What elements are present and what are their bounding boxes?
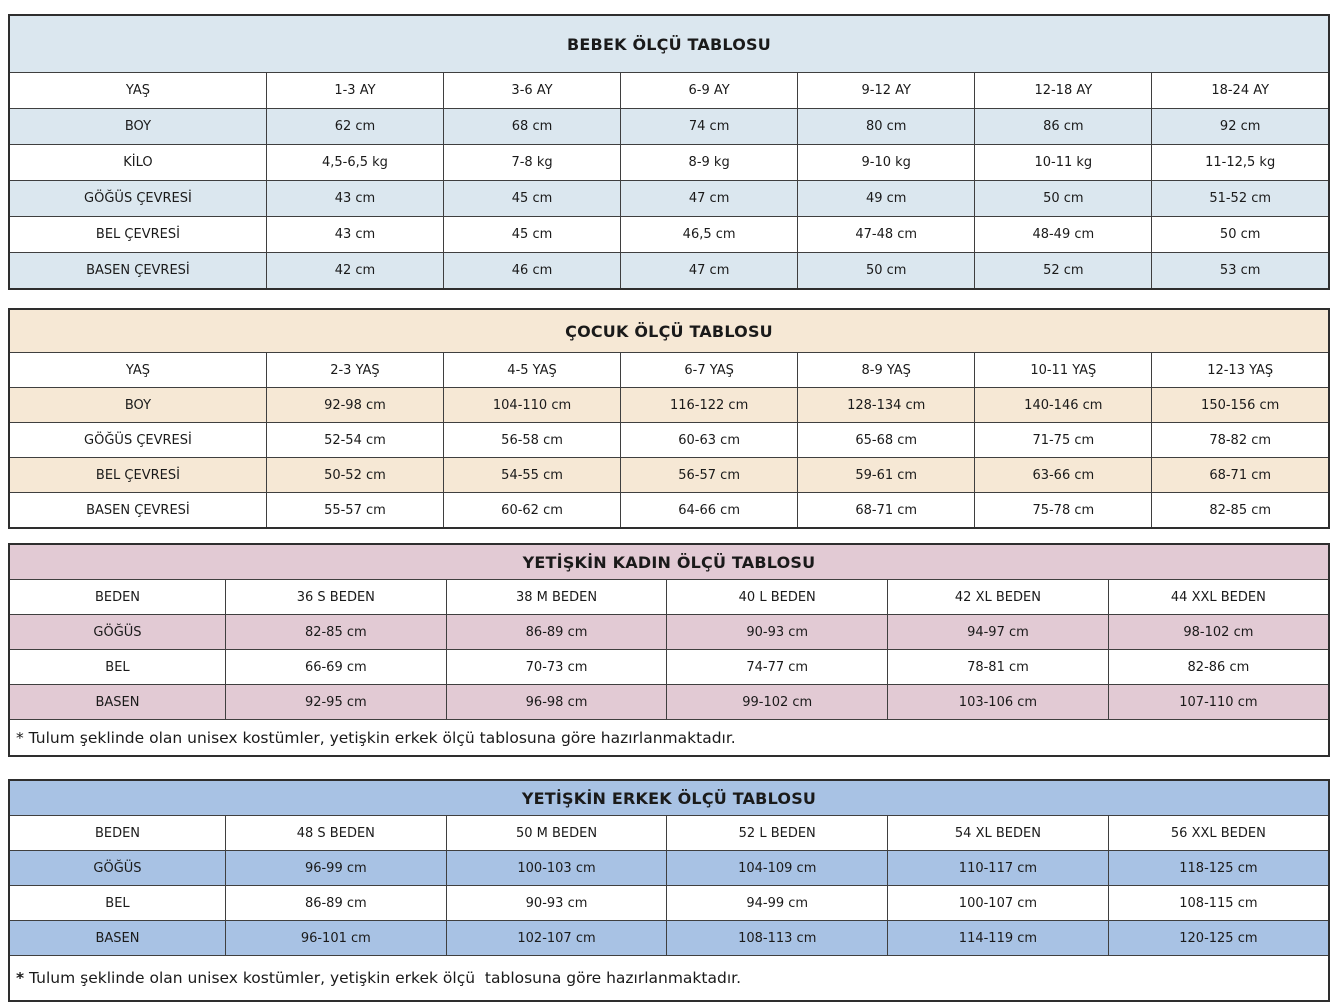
table-row bbox=[9, 886, 1329, 921]
size-value-cell: 65-68 cm bbox=[798, 423, 975, 458]
size-value-cell: 9-12 AY bbox=[798, 73, 975, 109]
size-value-cell: 42 XL BEDEN bbox=[888, 580, 1109, 615]
size-value-cell: 56-57 cm bbox=[621, 458, 798, 493]
size-value-cell: 47 cm bbox=[621, 253, 798, 290]
size-value-cell: 64-66 cm bbox=[621, 493, 798, 529]
row-header-cell: BASEN ÇEVRESİ bbox=[9, 253, 266, 290]
size-value-cell: 52 L BEDEN bbox=[667, 816, 888, 851]
size-value-cell: 128-134 cm bbox=[798, 388, 975, 423]
size-value-cell: 70-73 cm bbox=[446, 650, 667, 685]
size-value-cell: 2-3 YAŞ bbox=[266, 353, 443, 388]
row-header-cell: BEDEN bbox=[9, 816, 225, 851]
size-value-cell: 59-61 cm bbox=[798, 458, 975, 493]
row-header-cell: BEL ÇEVRESİ bbox=[9, 458, 266, 493]
size-value-cell: 40 L BEDEN bbox=[667, 580, 888, 615]
size-value-cell: 102-107 cm bbox=[446, 921, 667, 956]
row-header-cell: BASEN bbox=[9, 921, 225, 956]
size-value-cell: 43 cm bbox=[266, 217, 443, 253]
table-row bbox=[9, 615, 1329, 650]
size-value-cell: 68 cm bbox=[443, 109, 620, 145]
size-value-cell: 86-89 cm bbox=[446, 615, 667, 650]
size-value-cell: 94-99 cm bbox=[667, 886, 888, 921]
size-value-cell: 4,5-6,5 kg bbox=[266, 145, 443, 181]
size-value-cell: 50-52 cm bbox=[266, 458, 443, 493]
size-value-cell: 52 cm bbox=[975, 253, 1152, 290]
size-value-cell: 96-99 cm bbox=[225, 851, 446, 886]
baby-table-title: BEBEK ÖLÇÜ TABLOSU bbox=[9, 15, 1329, 73]
size-value-cell: 66-69 cm bbox=[225, 650, 446, 685]
table-row bbox=[9, 493, 1329, 529]
footnote-text: Tulum şeklinde olan unisex kostümler, yetişkin erkek ölçü tablosuna göre hazırlanmaktadır. bbox=[23, 728, 736, 747]
size-value-cell: 114-119 cm bbox=[888, 921, 1109, 956]
row-header-cell: YAŞ bbox=[9, 353, 266, 388]
size-value-cell: 100-103 cm bbox=[446, 851, 667, 886]
men-size-table bbox=[8, 779, 1330, 1002]
size-value-cell: 7-8 kg bbox=[443, 145, 620, 181]
size-value-cell: 96-101 cm bbox=[225, 921, 446, 956]
size-value-cell: 52-54 cm bbox=[266, 423, 443, 458]
size-value-cell: 6-7 YAŞ bbox=[621, 353, 798, 388]
table-row bbox=[9, 650, 1329, 685]
size-value-cell: 36 S BEDEN bbox=[225, 580, 446, 615]
table-row bbox=[9, 388, 1329, 423]
size-value-cell: 150-156 cm bbox=[1152, 388, 1329, 423]
size-value-cell: 6-9 AY bbox=[621, 73, 798, 109]
size-value-cell: 110-117 cm bbox=[888, 851, 1109, 886]
row-header-cell: BEL bbox=[9, 650, 225, 685]
table-row bbox=[9, 458, 1329, 493]
size-value-cell: 86 cm bbox=[975, 109, 1152, 145]
size-value-cell: 108-115 cm bbox=[1108, 886, 1329, 921]
size-value-cell: 82-85 cm bbox=[1152, 493, 1329, 529]
size-value-cell: 120-125 cm bbox=[1108, 921, 1329, 956]
size-value-cell: 107-110 cm bbox=[1108, 685, 1329, 720]
size-value-cell: 71-75 cm bbox=[975, 423, 1152, 458]
size-value-cell: 46 cm bbox=[443, 253, 620, 290]
row-header-cell: BEL bbox=[9, 886, 225, 921]
size-value-cell: 47-48 cm bbox=[798, 217, 975, 253]
size-value-cell: 11-12,5 kg bbox=[1152, 145, 1329, 181]
size-value-cell: 98-102 cm bbox=[1108, 615, 1329, 650]
row-header-cell: GÖĞÜS bbox=[9, 615, 225, 650]
table-row bbox=[9, 851, 1329, 886]
size-value-cell: 42 cm bbox=[266, 253, 443, 290]
table-row bbox=[9, 720, 1329, 757]
size-value-cell: 82-86 cm bbox=[1108, 650, 1329, 685]
size-value-cell: 49 cm bbox=[798, 181, 975, 217]
table-row bbox=[9, 217, 1329, 253]
footnote-text: Tulum şeklinde olan unisex kostümler, yetişkin erkek ölçü tablosuna göre hazırlanmaktadır. bbox=[24, 969, 742, 987]
table-row bbox=[9, 145, 1329, 181]
size-value-cell: 60-62 cm bbox=[443, 493, 620, 529]
size-value-cell: 9-10 kg bbox=[798, 145, 975, 181]
size-value-cell: 10-11 YAŞ bbox=[975, 353, 1152, 388]
size-value-cell: 68-71 cm bbox=[798, 493, 975, 529]
table-row bbox=[9, 109, 1329, 145]
size-value-cell: 140-146 cm bbox=[975, 388, 1152, 423]
size-value-cell: 38 M BEDEN bbox=[446, 580, 667, 615]
size-value-cell: 44 XXL BEDEN bbox=[1108, 580, 1329, 615]
size-value-cell: 103-106 cm bbox=[888, 685, 1109, 720]
men-table-title: YETİŞKİN ERKEK ÖLÇÜ TABLOSU bbox=[9, 780, 1329, 816]
size-value-cell: 43 cm bbox=[266, 181, 443, 217]
footnote-asterisk: * bbox=[16, 728, 24, 747]
table-row bbox=[9, 423, 1329, 458]
size-value-cell: 78-82 cm bbox=[1152, 423, 1329, 458]
table-row bbox=[9, 544, 1329, 580]
size-value-cell: 12-18 AY bbox=[975, 73, 1152, 109]
size-value-cell: 46,5 cm bbox=[621, 217, 798, 253]
size-value-cell: 45 cm bbox=[443, 217, 620, 253]
size-value-cell: 45 cm bbox=[443, 181, 620, 217]
women-size-table bbox=[8, 543, 1330, 757]
men-table-footnote bbox=[9, 956, 1329, 1002]
size-value-cell: 78-81 cm bbox=[888, 650, 1109, 685]
table-row bbox=[9, 253, 1329, 290]
row-header-cell: BOY bbox=[9, 388, 266, 423]
size-value-cell: 48 S BEDEN bbox=[225, 816, 446, 851]
size-value-cell: 54-55 cm bbox=[443, 458, 620, 493]
size-value-cell: 60-63 cm bbox=[621, 423, 798, 458]
table-row bbox=[9, 580, 1329, 615]
size-value-cell: 55-57 cm bbox=[266, 493, 443, 529]
table-row bbox=[9, 780, 1329, 816]
size-value-cell: 50 cm bbox=[798, 253, 975, 290]
table-row bbox=[9, 921, 1329, 956]
size-value-cell: 68-71 cm bbox=[1152, 458, 1329, 493]
baby-size-table bbox=[8, 14, 1330, 290]
size-value-cell: 53 cm bbox=[1152, 253, 1329, 290]
size-value-cell: 56 XXL BEDEN bbox=[1108, 816, 1329, 851]
table-row bbox=[9, 685, 1329, 720]
size-value-cell: 18-24 AY bbox=[1152, 73, 1329, 109]
size-value-cell: 80 cm bbox=[798, 109, 975, 145]
row-header-cell: BASEN bbox=[9, 685, 225, 720]
size-value-cell: 116-122 cm bbox=[621, 388, 798, 423]
row-header-cell: GÖĞÜS ÇEVRESİ bbox=[9, 423, 266, 458]
table-row bbox=[9, 73, 1329, 109]
size-value-cell: 4-5 YAŞ bbox=[443, 353, 620, 388]
size-value-cell: 8-9 YAŞ bbox=[798, 353, 975, 388]
row-header-cell: YAŞ bbox=[9, 73, 266, 109]
size-value-cell: 1-3 AY bbox=[266, 73, 443, 109]
size-value-cell: 92 cm bbox=[1152, 109, 1329, 145]
row-header-cell: BOY bbox=[9, 109, 266, 145]
size-value-cell: 48-49 cm bbox=[975, 217, 1152, 253]
size-value-cell: 108-113 cm bbox=[667, 921, 888, 956]
footnote-asterisk: * bbox=[16, 969, 25, 987]
row-header-cell: KİLO bbox=[9, 145, 266, 181]
size-value-cell: 100-107 cm bbox=[888, 886, 1109, 921]
size-value-cell: 75-78 cm bbox=[975, 493, 1152, 529]
size-value-cell: 96-98 cm bbox=[446, 685, 667, 720]
size-value-cell: 62 cm bbox=[266, 109, 443, 145]
size-value-cell: 94-97 cm bbox=[888, 615, 1109, 650]
table-row bbox=[9, 956, 1329, 1002]
table-row bbox=[9, 353, 1329, 388]
size-value-cell: 90-93 cm bbox=[446, 886, 667, 921]
size-value-cell: 92-95 cm bbox=[225, 685, 446, 720]
row-header-cell: GÖĞÜS ÇEVRESİ bbox=[9, 181, 266, 217]
size-value-cell: 50 cm bbox=[1152, 217, 1329, 253]
size-value-cell: 104-109 cm bbox=[667, 851, 888, 886]
size-value-cell: 56-58 cm bbox=[443, 423, 620, 458]
size-value-cell: 86-89 cm bbox=[225, 886, 446, 921]
size-value-cell: 50 M BEDEN bbox=[446, 816, 667, 851]
size-value-cell: 104-110 cm bbox=[443, 388, 620, 423]
size-value-cell: 12-13 YAŞ bbox=[1152, 353, 1329, 388]
child-table-title: ÇOCUK ÖLÇÜ TABLOSU bbox=[9, 309, 1329, 353]
size-value-cell: 82-85 cm bbox=[225, 615, 446, 650]
table-row bbox=[9, 309, 1329, 353]
size-value-cell: 8-9 kg bbox=[621, 145, 798, 181]
women-table-title: YETİŞKİN KADIN ÖLÇÜ TABLOSU bbox=[9, 544, 1329, 580]
size-value-cell: 47 cm bbox=[621, 181, 798, 217]
size-value-cell: 10-11 kg bbox=[975, 145, 1152, 181]
size-value-cell: 63-66 cm bbox=[975, 458, 1152, 493]
size-value-cell: 99-102 cm bbox=[667, 685, 888, 720]
size-value-cell: 74-77 cm bbox=[667, 650, 888, 685]
size-value-cell: 54 XL BEDEN bbox=[888, 816, 1109, 851]
table-row bbox=[9, 15, 1329, 73]
size-value-cell: 90-93 cm bbox=[667, 615, 888, 650]
row-header-cell: BEL ÇEVRESİ bbox=[9, 217, 266, 253]
row-header-cell: GÖĞÜS bbox=[9, 851, 225, 886]
table-row bbox=[9, 181, 1329, 217]
row-header-cell: BASEN ÇEVRESİ bbox=[9, 493, 266, 529]
size-value-cell: 3-6 AY bbox=[443, 73, 620, 109]
row-header-cell: BEDEN bbox=[9, 580, 225, 615]
women-table-footnote bbox=[9, 720, 1329, 757]
size-value-cell: 51-52 cm bbox=[1152, 181, 1329, 217]
size-value-cell: 74 cm bbox=[621, 109, 798, 145]
table-row bbox=[9, 816, 1329, 851]
size-value-cell: 118-125 cm bbox=[1108, 851, 1329, 886]
size-value-cell: 92-98 cm bbox=[266, 388, 443, 423]
size-value-cell: 50 cm bbox=[975, 181, 1152, 217]
child-size-table bbox=[8, 308, 1330, 529]
